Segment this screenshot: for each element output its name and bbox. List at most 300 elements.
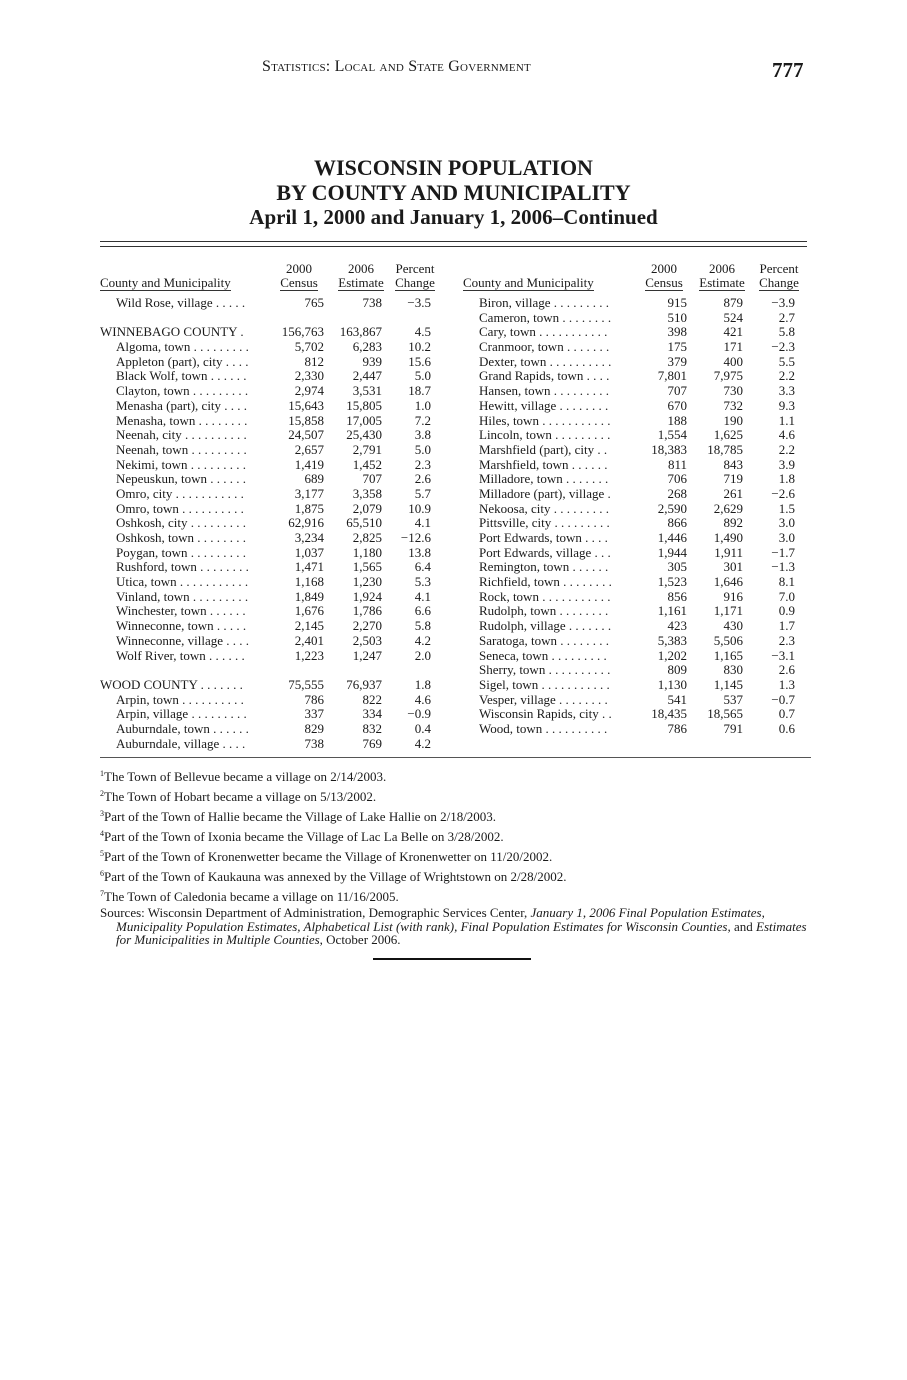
percent-change-value: 3.9 [778,456,795,472]
percent-change-value: 5.0 [414,368,431,384]
municipality-name: Wisconsin Rapids, city . . [479,706,612,722]
census-2000-value: 15,858 [288,412,324,428]
municipality-name: Saratoga, town . . . . . . . . [479,632,609,648]
census-2000-value: 510 [667,309,687,325]
double-rule [100,241,807,247]
municipality-name: Hiles, town . . . . . . . . . . . [479,412,611,428]
percent-change-value: 10.9 [408,500,431,516]
census-2000-value: 689 [304,471,324,487]
table-row [463,619,807,634]
table-row [100,531,440,546]
estimate-2006-value: 830 [723,662,743,678]
percent-change-value: 13.8 [408,544,431,560]
census-2000-value: 829 [304,720,324,736]
table-row [463,590,807,605]
census-2000-value: 75,555 [288,676,324,692]
census-2000-value: 18,383 [651,441,687,457]
municipality-name: Wolf River, town . . . . . . [116,647,245,663]
estimate-2006-value: 5,506 [713,632,743,648]
census-2000-value: 2,974 [294,383,324,399]
municipality-name: Pittsville, city . . . . . . . . . [479,515,610,531]
table-row [463,472,807,487]
percent-change-value: 3.0 [778,530,795,545]
table-row [463,502,807,517]
estimate-2006-value: 738 [362,295,382,310]
census-2000-value: 765 [304,295,324,310]
municipality-name: Auburndale, town . . . . . . [116,720,249,736]
estimate-2006-value: 1,565 [352,559,382,575]
footnote-text: The Town of Bellevue became a village on 2/14/2003. [104,769,387,784]
estimate-2006-value: 2,079 [352,500,382,516]
percent-change-value: 3.3 [778,383,795,399]
row-spacer [100,663,440,678]
table-row [100,678,440,693]
percent-change-value: 5.8 [414,618,431,634]
census-2000-value: 1,037 [294,544,324,560]
table-row [463,487,807,502]
estimate-2006-value: 6,283 [352,339,382,355]
page-number: 777 [772,58,804,82]
estimate-2006-value: 163,867 [339,324,382,340]
footnote-text: Part of the Town of Kronenwetter became the Village of Kronenwetter on 11/20/2002. [104,849,553,864]
percent-change-value: −12.6 [400,530,431,545]
table-row [463,649,807,664]
table-bottom-rule [100,757,811,758]
table-row [463,575,807,590]
municipality-name: Remington, town . . . . . . [479,559,609,575]
municipality-name: Hansen, town . . . . . . . . . [479,383,609,399]
estimate-2006-value: 719 [723,471,743,487]
percent-change-value: −1.3 [771,559,795,575]
municipality-name: Cary, town . . . . . . . . . . . [479,324,608,340]
footnote-mark: 2 [100,789,104,798]
estimate-2006-value: 1,165 [713,647,743,663]
municipality-name: Cranmoor, town . . . . . . . [479,339,610,355]
table-row [463,634,807,649]
municipality-name: Neenah, city . . . . . . . . . . [116,427,247,443]
running-head: Statistics: Local and State Government [262,58,531,75]
percent-change-value: 2.6 [414,471,431,487]
census-2000-value: 62,916 [288,515,324,531]
footnote-mark: 3 [100,809,104,818]
percent-change-value: 9.3 [778,397,795,413]
estimate-2006-value: 1,247 [352,647,382,663]
table-row [463,443,807,458]
census-2000-value: 1,202 [657,647,687,663]
percent-change-value: 5.3 [414,574,431,590]
table-row [463,458,807,473]
left-table-column [100,296,440,751]
table-row [463,340,807,355]
percent-change-value: 4.2 [414,632,431,648]
table-row [463,693,807,708]
estimate-2006-value: 65,510 [346,515,382,531]
municipality-name: Rudolph, village . . . . . . . [479,618,612,634]
census-2000-value: 2,401 [294,632,324,648]
census-2000-value: 3,234 [294,530,324,545]
estimate-2006-value: 707 [362,471,382,487]
estimate-2006-value: 430 [723,618,743,634]
estimate-2006-value: 537 [723,691,743,707]
census-2000-value: 812 [304,353,324,369]
municipality-name: Marshfield (part), city . . [479,441,608,457]
table-row [100,649,440,664]
census-2000-value: 2,330 [294,368,324,384]
census-2000-value: 786 [667,720,687,736]
census-2000-value: 337 [304,706,324,722]
percent-change-value: 1.8 [414,676,431,692]
estimate-2006-value: 18,565 [707,706,743,722]
census-2000-value: 670 [667,397,687,413]
municipality-name: Port Edwards, town . . . . [479,530,608,545]
table-row [463,355,807,370]
estimate-2006-value: 2,629 [713,500,743,516]
percent-change-value: −3.5 [407,295,431,310]
municipality-name: Menasha (part), city . . . . [116,397,248,413]
municipality-name: Port Edwards, village . . . [479,544,611,560]
estimate-2006-value: 1,145 [713,676,743,692]
estimate-2006-value: 400 [723,353,743,369]
table-row [100,619,440,634]
census-2000-value: 188 [667,412,687,428]
municipality-name: Appleton (part), city . . . . [116,353,249,369]
municipality-name: Utica, town . . . . . . . . . . . [116,574,249,590]
estimate-header: 2006 Estimate [338,261,384,290]
percent-change-value: 10.2 [408,339,431,355]
estimate-2006-value: 2,791 [352,441,382,457]
table-row [100,355,440,370]
table-row [100,296,440,311]
census-2000-value: 706 [667,471,687,487]
table-row [100,634,440,649]
estimate-2006-value: 18,785 [707,441,743,457]
municipality-name: Rudolph, town . . . . . . . . [479,603,609,619]
sources-note: Sources: Wisconsin Department of Administration, Demographic Services Center, January 1, 2006 Final Population Estimates, Municipality Population Estimates, Alphabetical List (with rank), Final Population Estimates for Wisconsin Counties, and Estimates for Municipalities in Multiple Counties, October 2006. [100,905,807,947]
census-2000-value: 1,554 [657,427,687,443]
table-row [463,678,807,693]
percent-change-value: 3.8 [414,427,431,443]
estimate-2006-value: 7,975 [713,368,743,384]
estimate-2006-value: 1,230 [352,574,382,590]
municipality-name: Vinland, town . . . . . . . . . [116,588,249,604]
table-row [100,707,440,722]
percent-change-value: 2.3 [778,632,795,648]
estimate-2006-value: 1,180 [352,544,382,560]
municipality-name: WINNEBAGO COUNTY . [100,324,244,340]
estimate-2006-value: 1,786 [352,603,382,619]
table-row [100,693,440,708]
census-2000-value: 1,676 [294,603,324,619]
estimate-2006-value: 732 [723,397,743,413]
table-row [100,458,440,473]
table-row [100,369,440,384]
estimate-2006-value: 892 [723,515,743,531]
estimate-2006-value: 769 [362,735,382,751]
table-row [100,428,440,443]
table-row [463,414,807,429]
municipality-name: Menasha, town . . . . . . . . [116,412,248,428]
estimate-2006-value: 524 [723,309,743,325]
table-row [100,399,440,414]
estimate-2006-value: 1,625 [713,427,743,443]
percent-change-value: 3.0 [778,515,795,531]
census-2000-value: 5,383 [657,632,687,648]
municipality-name: Rock, town . . . . . . . . . . . [479,588,611,604]
percent-change-value: 1.0 [414,397,431,413]
percent-change-value: 0.7 [778,706,795,722]
municipality-name: Wild Rose, village . . . . . [116,295,246,310]
census-2000-value: 786 [304,691,324,707]
percent-change-value: 18.7 [408,383,431,399]
estimate-2006-value: 2,270 [352,618,382,634]
estimate-header: 2006 Estimate [699,261,745,290]
census-2000-value: 379 [667,353,687,369]
percent-change-value: 1.1 [778,412,795,428]
estimate-2006-value: 301 [723,559,743,575]
census-2000-value: 811 [667,456,687,472]
census-2000-value: 738 [304,735,324,751]
census-2000-value: 1,471 [294,559,324,575]
municipality-name: Milladore, town . . . . . . . [479,471,609,487]
table-row [463,311,807,326]
estimate-2006-value: 1,924 [352,588,382,604]
municipality-name: Winneconne, town . . . . . [116,618,247,634]
estimate-2006-value: 832 [362,720,382,736]
percent-change-value: −2.6 [771,485,795,501]
footnote-text: Part of the Town of Hallie became the Village of Lake Hallie on 2/18/2003. [104,809,497,824]
percent-change-value: 5.0 [414,441,431,457]
percent-change-value: 15.6 [408,353,431,369]
percent-change-value: 0.4 [414,720,431,736]
table-row [100,472,440,487]
footnote-text: Part of the Town of Ixonia became the Village of Lac La Belle on 3/28/2002. [104,829,504,844]
census-2000-value: 1,419 [294,456,324,472]
census-2000-value: 915 [667,295,687,310]
census-2000-value: 24,507 [288,427,324,443]
estimate-2006-value: 3,358 [352,485,382,501]
census-2000-value: 3,177 [294,485,324,501]
estimate-2006-value: 1,452 [352,456,382,472]
footnote [100,884,811,904]
percent-change-value: 5.8 [778,324,795,340]
municipality-name: Algoma, town . . . . . . . . . [116,339,249,355]
estimate-2006-value: 171 [723,339,743,355]
percent-change-value: 2.2 [778,368,795,384]
percent-change-value: 4.6 [414,691,431,707]
census-2000-value: 1,130 [657,676,687,692]
municipality-name: Auburndale, village . . . . [116,735,246,751]
census-2000-value: 1,849 [294,588,324,604]
census-2000-value: 1,875 [294,500,324,516]
table-row [100,560,440,575]
percent-change-value: 4.6 [778,427,795,443]
municipality-name: Nekoosa, city . . . . . . . . . [479,500,609,516]
census-2000-value: 305 [667,559,687,575]
estimate-2006-value: 15,805 [346,397,382,413]
table-row [100,325,440,340]
census-2000-value: 1,223 [294,647,324,663]
table-row [100,546,440,561]
table-row [100,340,440,355]
municipality-name: Milladore (part), village . [479,485,611,501]
percent-change-value: 1.5 [778,500,795,516]
census-2000-value: 268 [667,485,687,501]
estimate-2006-value: 1,646 [713,574,743,590]
table-row [463,604,807,619]
percent-change-value: 2.2 [778,441,795,457]
footnotes [100,764,811,947]
estimate-2006-value: 261 [723,485,743,501]
estimate-2006-value: 334 [362,706,382,722]
estimate-2006-value: 1,171 [713,603,743,619]
estimate-2006-value: 1,490 [713,530,743,545]
change-header: Percent Change [759,261,799,290]
estimate-2006-value: 791 [723,720,743,736]
census-2000-value: 2,657 [294,441,324,457]
table-row [100,590,440,605]
municipality-name: Poygan, town . . . . . . . . . [116,544,246,560]
end-rule [373,958,531,960]
percent-change-value: 8.1 [778,574,795,590]
estimate-2006-value: 2,447 [352,368,382,384]
footnote [100,764,811,784]
percent-change-value: 2.6 [778,662,795,678]
municipality-name: Seneca, town . . . . . . . . . [479,647,607,663]
table-title-line-3: April 1, 2000 and January 1, 2006–Continued [249,205,658,229]
percent-change-value: −0.7 [771,691,795,707]
estimate-2006-value: 916 [723,588,743,604]
percent-change-value: 7.0 [778,588,795,604]
census-2000-value: 809 [667,662,687,678]
table-row [463,722,807,737]
footnote-mark: 7 [100,889,104,898]
table-row [100,384,440,399]
municipality-name: Hewitt, village . . . . . . . . [479,397,609,413]
footnote-mark: 4 [100,829,104,838]
estimate-2006-value: 822 [362,691,382,707]
municipality-name: Sigel, town . . . . . . . . . . . [479,676,610,692]
census-2000-value: 1,161 [657,603,687,619]
percent-change-value: 4.2 [414,735,431,751]
footnote [100,824,811,844]
table-row [100,516,440,531]
percent-change-value: −2.3 [771,339,795,355]
census-2000-value: 7,801 [657,368,687,384]
municipality-name: Neenah, town . . . . . . . . . [116,441,247,457]
municipality-name: Winchester, town . . . . . . [116,603,246,619]
percent-change-value: 5.5 [778,353,795,369]
estimate-2006-value: 843 [723,456,743,472]
footnote [100,864,811,884]
percent-change-value: 6.6 [414,603,431,619]
municipality-name: Dexter, town . . . . . . . . . . [479,353,612,369]
municipality-name: Sherry, town . . . . . . . . . . [479,662,611,678]
municipality-name: Lincoln, town . . . . . . . . . [479,427,611,443]
municipality-name: Rushford, town . . . . . . . . [116,559,249,575]
municipality-name: Marshfield, town . . . . . . [479,456,608,472]
table-row [463,707,807,722]
footnote-mark: 1 [100,769,104,778]
municipality-name: Omro, town . . . . . . . . . . [116,500,244,516]
footnote-mark: 5 [100,849,104,858]
estimate-2006-value: 421 [723,324,743,340]
percent-change-value: −0.9 [407,706,431,722]
municipality-name: Nepeuskun, town . . . . . . [116,471,246,487]
name-header: County and Municipality [100,275,231,290]
percent-change-value: 6.4 [414,559,431,575]
estimate-2006-value: 879 [723,295,743,310]
census-2000-value: 18,435 [651,706,687,722]
table-row [463,384,807,399]
row-spacer [100,311,440,326]
estimate-2006-value: 1,911 [714,544,743,560]
census-header: 2000 Census [280,261,318,290]
footnote-text: Part of the Town of Kaukauna was annexed by the Village of Wrightstown on 2/28/2002. [104,869,567,884]
municipality-name: Wood, town . . . . . . . . . . [479,720,608,736]
census-2000-value: 1,523 [657,574,687,590]
estimate-2006-value: 76,937 [346,676,382,692]
footnote [100,804,811,824]
percent-change-value: 0.6 [778,720,795,736]
percent-change-value: 4.1 [414,515,431,531]
table-row [463,546,807,561]
municipality-name: Arpin, town . . . . . . . . . . [116,691,244,707]
municipality-name: Biron, village . . . . . . . . . [479,295,609,310]
percent-change-value: 4.1 [414,588,431,604]
census-2000-value: 2,590 [657,500,687,516]
footnote-text: The Town of Caledonia became a village on 11/16/2005. [104,889,399,904]
census-2000-value: 2,145 [294,618,324,634]
municipality-name: Oshkosh, town . . . . . . . . [116,530,247,545]
census-2000-value: 175 [667,339,687,355]
table-row [100,722,440,737]
percent-change-value: 2.7 [778,309,795,325]
table-row [100,443,440,458]
census-2000-value: 541 [667,691,687,707]
table-row [463,560,807,575]
table-row [463,428,807,443]
percent-change-value: −1.7 [771,544,795,560]
percent-change-value: 7.2 [414,412,431,428]
estimate-2006-value: 25,430 [346,427,382,443]
footnote-mark: 6 [100,869,104,878]
census-2000-value: 856 [667,588,687,604]
table-row [100,414,440,429]
estimate-2006-value: 17,005 [346,412,382,428]
percent-change-value: 1.8 [778,471,795,487]
footnote [100,784,811,804]
percent-change-value: 2.3 [414,456,431,472]
table-row [463,531,807,546]
footnote-text: The Town of Hobart became a village on 5/13/2002. [104,789,377,804]
table-row [463,296,807,311]
census-2000-value: 1,446 [657,530,687,545]
census-header: 2000 Census [645,261,683,290]
municipality-name: WOOD COUNTY . . . . . . . [100,676,243,692]
municipality-name: Omro, city . . . . . . . . . . . [116,485,244,501]
municipality-name: Oshkosh, city . . . . . . . . . [116,515,246,531]
estimate-2006-value: 3,531 [352,383,382,399]
municipality-name: Black Wolf, town . . . . . . [116,368,247,384]
table-row [463,325,807,340]
percent-change-value: 4.5 [414,324,431,340]
percent-change-value: −3.9 [771,295,795,310]
table-row [100,737,440,752]
estimate-2006-value: 2,825 [352,530,382,545]
municipality-name: Cameron, town . . . . . . . . [479,309,612,325]
table-row [100,604,440,619]
table-row [463,663,807,678]
